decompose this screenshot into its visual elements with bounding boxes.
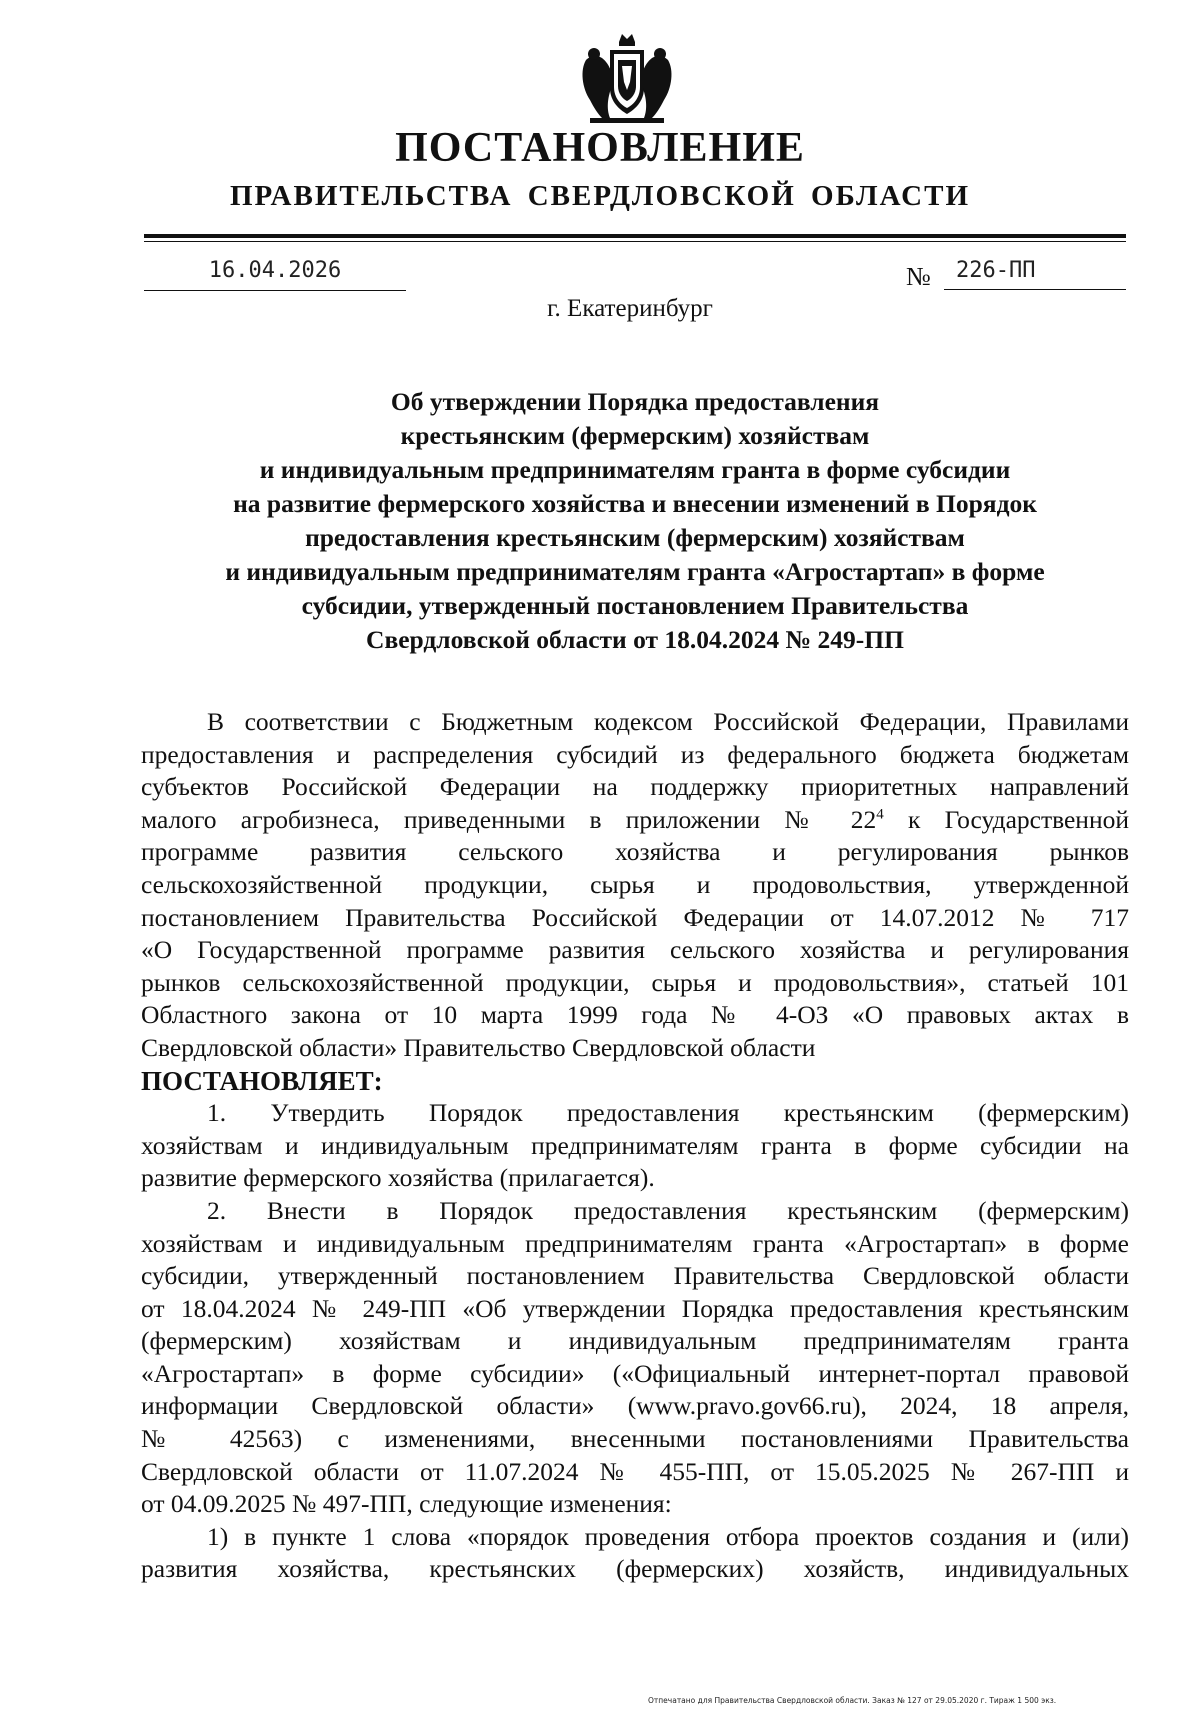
body-line: «Агростартап» в форме субсидии» («Официальный интернет-портал правовой xyxy=(141,1358,1129,1388)
body-line: «О Государственной программе развития сельского хозяйства и регулирования xyxy=(141,935,1129,965)
body-line: развития хозяйства, крестьянских (фермерских) хозяйств, индивидуальных xyxy=(141,1554,1129,1584)
document-subtitle: ПРАВИТЕЛЬСТВА СВЕРДЛОВСКОЙ ОБЛАСТИ xyxy=(229,180,971,212)
document-date: 16.04.2026 xyxy=(144,256,406,291)
body-line: Свердловской области от 11.07.2024 № 455-ПП, от 15.05.2025 № 267-ПП и xyxy=(141,1456,1129,1486)
resolves-heading: ПОСТАНОВЛЯЕТ: xyxy=(141,1065,383,1096)
body-line: информации Свердловской области» (www.pravo.gov66.ru), 2024, 18 апреля, xyxy=(141,1391,1129,1421)
body-line: хозяйствам и индивидуальным предпринимателям гранта «Агростартап» в форме xyxy=(141,1228,1129,1258)
body-line: программе развития сельского хозяйства и регулирования рынков xyxy=(141,837,1129,867)
coat-of-arms-icon xyxy=(572,30,682,130)
print-footer: Отпечатано для Правительства Свердловской области. Заказ № 127 от 29.05.2020 г. Тираж 1 500 экз. xyxy=(648,1696,1057,1705)
body-line: рынков сельскохозяйственной продукции, сырья и продовольствия», статьей 101 xyxy=(141,967,1129,997)
header-divider-thin xyxy=(144,241,1126,242)
document-number: 226-ПП xyxy=(944,256,1126,290)
body-line: сельскохозяйственной продукции, сырья и продовольствия, утвержденной xyxy=(141,869,1129,899)
body-line: 1) в пункте 1 слова «порядок проведения отбора проектов создания и (или) xyxy=(207,1521,1129,1551)
body-text-segment: к Государственной xyxy=(883,804,1129,834)
body-line: от 04.09.2025 № 497-ПП, следующие изменения: xyxy=(141,1489,672,1519)
city-line: г. Екатеринбург xyxy=(547,295,713,322)
superscript: 4 xyxy=(876,806,884,823)
body-line: В соответствии с Бюджетным кодексом Российской Федерации, Правилами xyxy=(207,707,1129,736)
body-line: предоставления и распределения субсидий из федерального бюджета бюджетам xyxy=(141,739,1129,769)
number-label: № xyxy=(906,262,931,291)
heading-line: и индивидуальным предпринимателям гранта в форме субсидии xyxy=(259,455,1011,484)
document-title: ПОСТАНОВЛЕНИЕ xyxy=(395,125,805,171)
body-line xyxy=(141,804,1129,837)
heading-line: на развитие фермерского хозяйства и внесении изменений в Порядок xyxy=(233,489,1037,518)
body-line: Областного закона от 10 марта 1999 года № 4-ОЗ «О правовых актах в xyxy=(141,1000,1129,1030)
heading-line: Свердловской области от 18.04.2024 № 249-ПП xyxy=(366,625,904,654)
heading-line: предоставления крестьянским (фермерским) хозяйствам xyxy=(305,523,965,552)
body-line: 1. Утвердить Порядок предоставления крестьянским (фермерским) xyxy=(207,1098,1129,1128)
body-line: хозяйствам и индивидуальным предпринимателям гранта в форме субсидии на xyxy=(141,1130,1129,1160)
body-line: постановлением Правительства Российской Федерации от 14.07.2012 № 717 xyxy=(141,902,1129,932)
body-line: № 42563) с изменениями, внесенными постановлениями Правительства xyxy=(141,1424,1129,1454)
body-text-segment: малого агробизнеса, приведенными в приложении № 22 xyxy=(141,804,877,834)
body-line: развитие фермерского хозяйства (прилагается). xyxy=(141,1163,655,1193)
heading-line: субсидии, утвержденный постановлением Правительства xyxy=(301,591,969,620)
body-line: (фермерским) хозяйствам и индивидуальным предпринимателям гранта xyxy=(141,1326,1129,1356)
body-line: Свердловской области» Правительство Свердловской области xyxy=(141,1032,816,1062)
heading-line: Об утверждении Порядка предоставления xyxy=(390,387,880,416)
document-body xyxy=(141,706,1129,1586)
body-line: субъектов Российской Федерации на поддержку приоритетных направлений xyxy=(141,772,1129,802)
resolution-heading xyxy=(144,385,1126,657)
heading-line: и индивидуальным предпринимателям гранта «Агростартап» в форме xyxy=(225,557,1045,586)
body-line: от 18.04.2024 № 249-ПП «Об утверждении Порядка предоставления крестьянским xyxy=(141,1293,1129,1323)
heading-line: крестьянским (фермерским) хозяйствам xyxy=(400,421,870,450)
body-line: 2. Внести в Порядок предоставления крестьянским (фермерским) xyxy=(207,1195,1129,1225)
header-divider-thick xyxy=(144,234,1126,238)
body-line: субсидии, утвержденный постановлением Правительства Свердловской области xyxy=(141,1261,1129,1291)
